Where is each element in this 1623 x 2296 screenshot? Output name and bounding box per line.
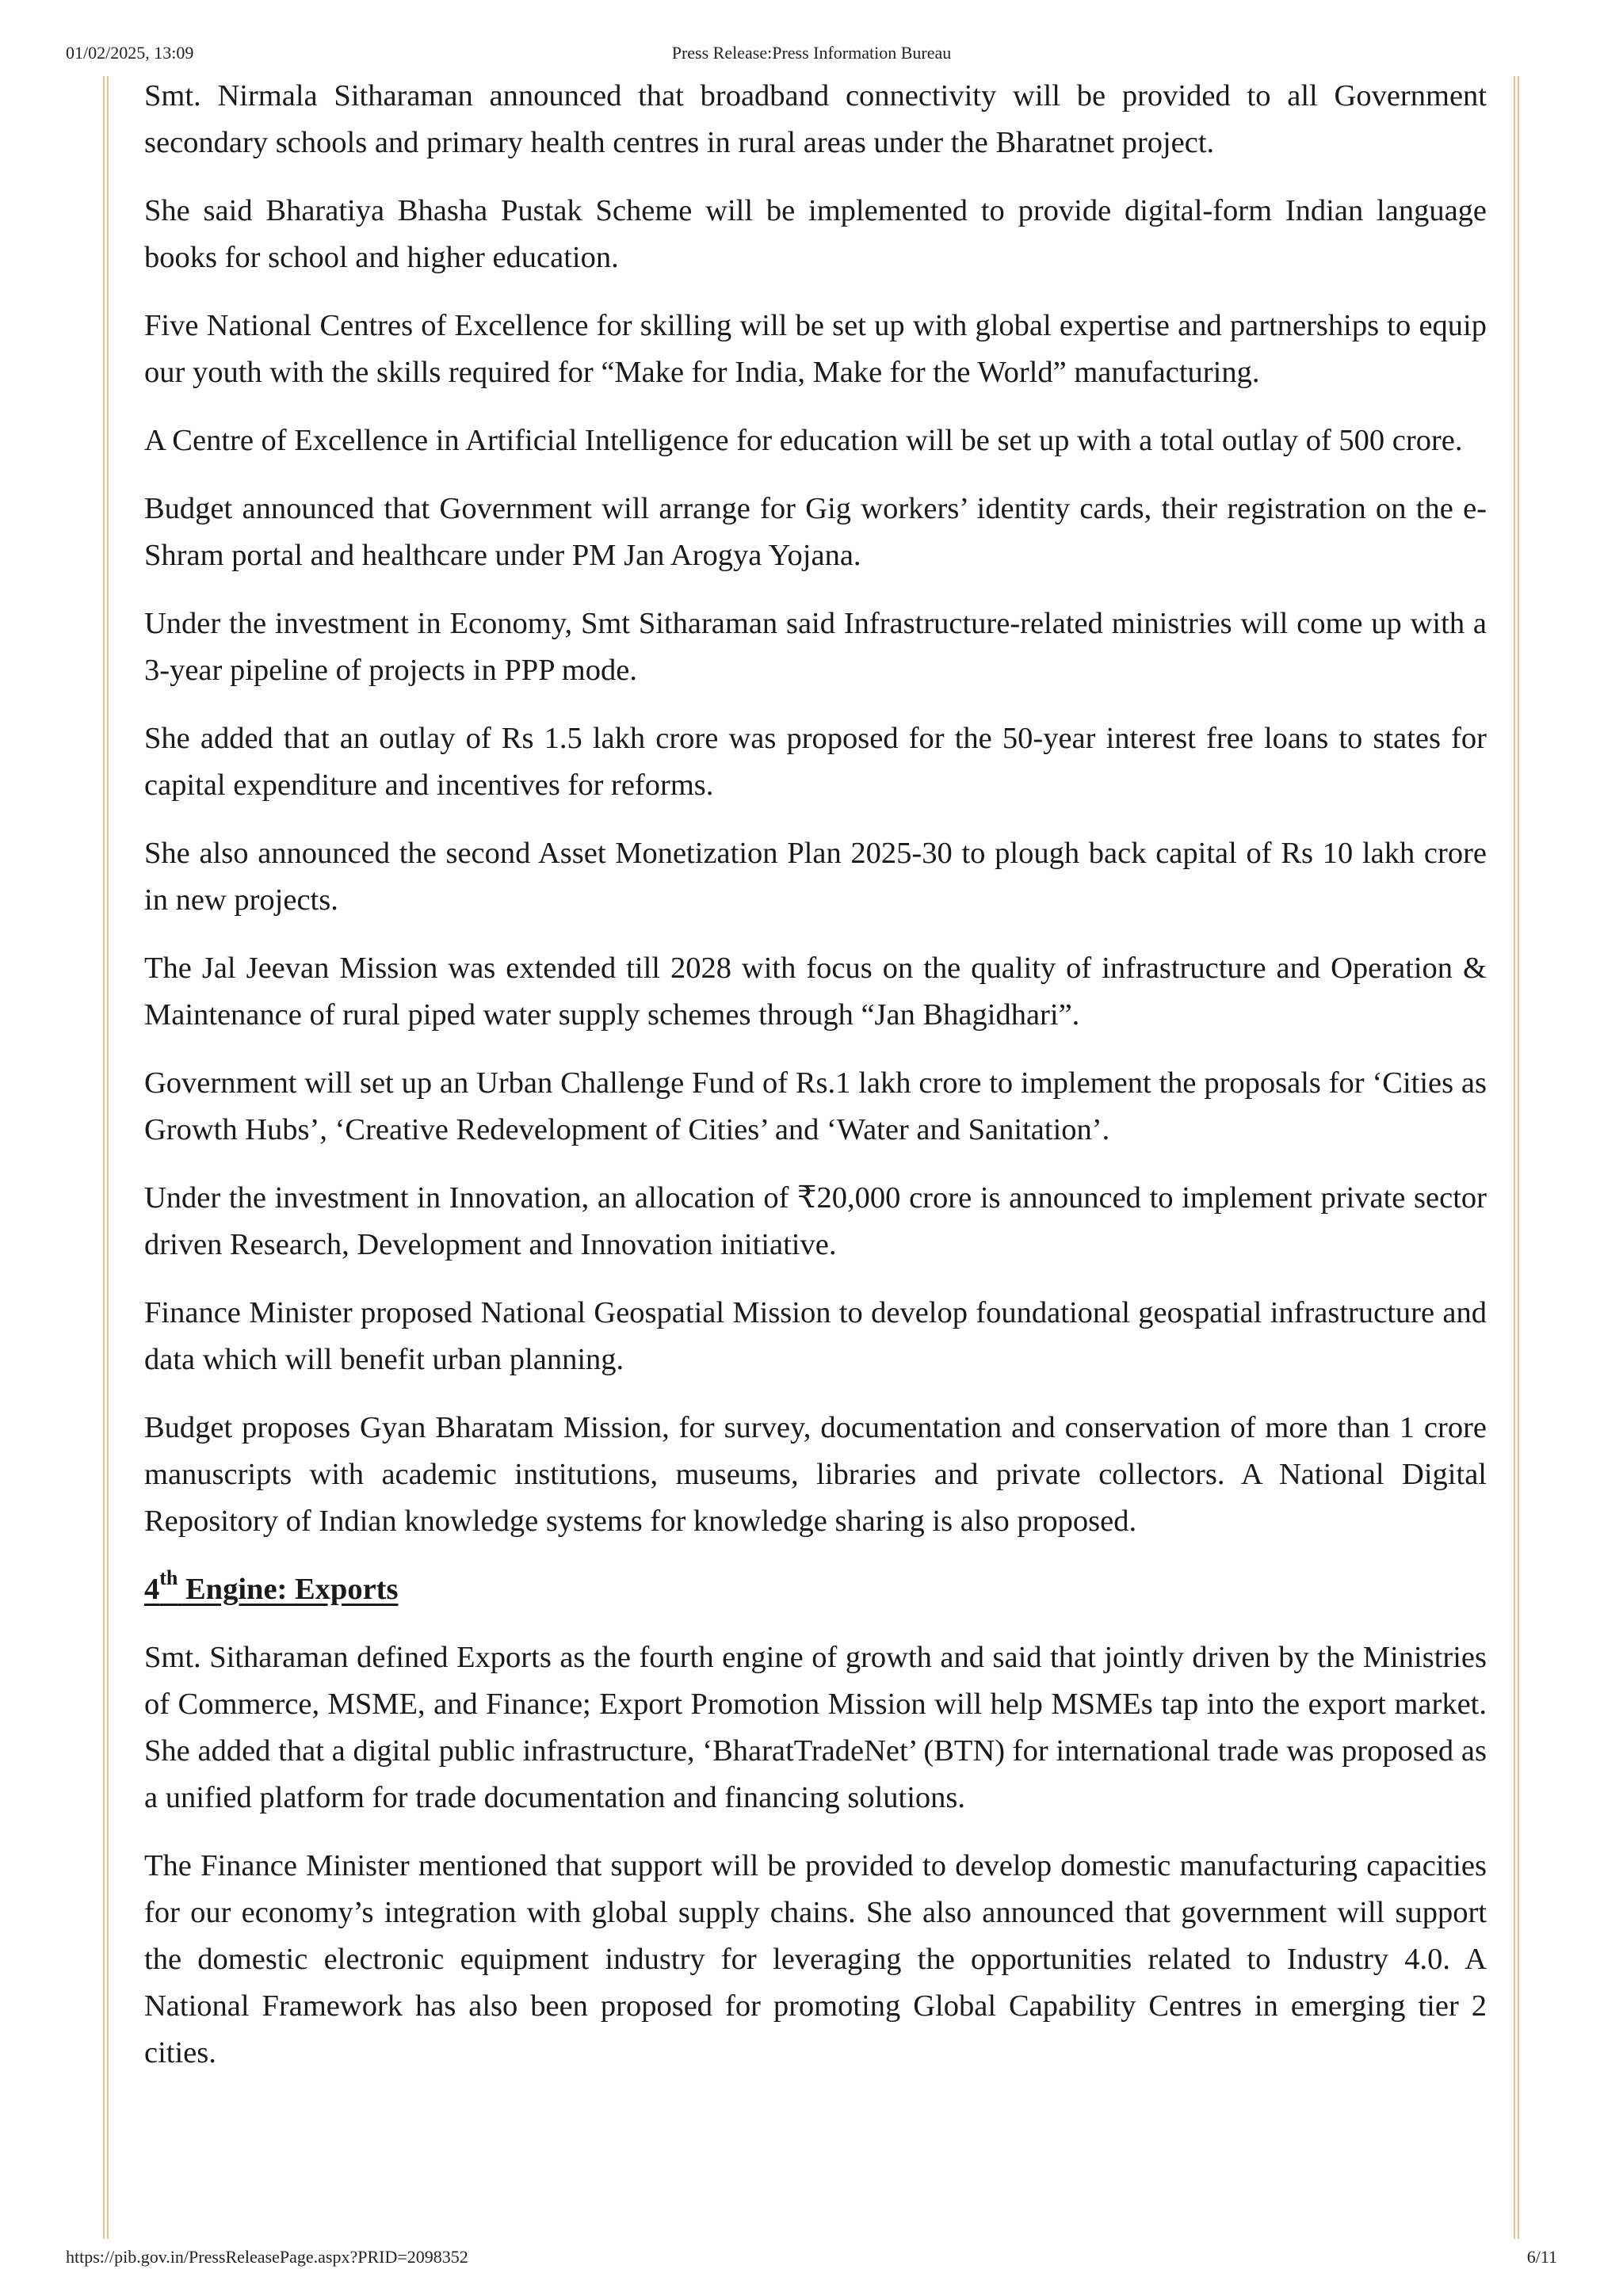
page-url: https://pib.gov.in/PressReleasePage.aspx?PRID=2098352 bbox=[66, 2247, 468, 2267]
paragraph: Five National Centres of Excellence for skilling will be set up with global expertise and partnerships to equip our youth with the skills required for “Make for India, Make for the World” manufacturing. bbox=[144, 309, 1487, 389]
paragraph: A Centre of Excellence in Artificial Intelligence for education will be set up with a total outlay of 500 crore. bbox=[144, 424, 1463, 457]
page-number: 6/11 bbox=[1526, 2247, 1557, 2267]
heading-text: Engine: Exports bbox=[178, 1573, 399, 1606]
paragraph: The Finance Minister mentioned that support will be provided to develop domestic manufacturing capacities for our economy’s integration with global supply chains. She also announced that government will support the domestic electronic equipment industry for leveraging the opportunities related to Industry 4.0. A National Framework has also been proposed for promoting Global Capability Centres in emerging tier 2 cities. bbox=[144, 1849, 1487, 2069]
print-footer bbox=[0, 2247, 1623, 2271]
left-page-border bbox=[103, 76, 109, 2239]
press-release-body bbox=[144, 73, 1487, 2098]
paragraph: She added that an outlay of Rs 1.5 lakh crore was proposed for the 50-year interest free loans to states for capital expenditure and incentives for reforms. bbox=[144, 722, 1487, 802]
section-heading-exports bbox=[144, 1566, 1487, 1613]
print-datetime: 01/02/2025, 13:09 bbox=[66, 43, 194, 63]
heading-number: 4 bbox=[144, 1573, 160, 1606]
print-header bbox=[0, 43, 1623, 67]
paragraph: Smt. Nirmala Sitharaman announced that broadband connectivity will be provided to all Government secondary schools and primary health centres in rural areas under the Bharatnet project. bbox=[144, 79, 1487, 159]
heading-superscript: th bbox=[159, 1566, 178, 1590]
print-page-title: Press Release:Press Information Bureau bbox=[671, 43, 952, 63]
paragraph: Under the investment in Economy, Smt Sitharaman said Infrastructure-related ministries will come up with a 3-year pipeline of projects in PPP mode. bbox=[144, 607, 1487, 687]
right-page-border bbox=[1514, 76, 1520, 2239]
paragraph: She said Bharatiya Bhasha Pustak Scheme will be implemented to provide digital-form Indian language books for school and higher education. bbox=[144, 194, 1487, 274]
paragraph: The Jal Jeevan Mission was extended till 2028 with focus on the quality of infrastructure and Operation & Maintenance of rural piped water supply schemes through “Jan Bhagidhari”. bbox=[144, 952, 1487, 1032]
paragraph: Budget announced that Government will arrange for Gig workers’ identity cards, their registration on the e-Shram portal and healthcare under PM Jan Arogya Yojana. bbox=[144, 492, 1487, 572]
paragraph: She also announced the second Asset Monetization Plan 2025-30 to plough back capital of Rs 10 lakh crore in new projects. bbox=[144, 837, 1487, 917]
paragraph: Under the investment in Innovation, an allocation of ₹20,000 crore is announced to implement private sector driven Research, Development and Innovation initiative. bbox=[144, 1181, 1487, 1261]
paragraph: Budget proposes Gyan Bharatam Mission, for survey, documentation and conservation of more than 1 crore manuscripts with academic institutions, museums, libraries and private collectors. A National Digital Repository of Indian knowledge systems for knowledge sharing is also proposed. bbox=[144, 1411, 1487, 1538]
paragraph: Smt. Sitharaman defined Exports as the fourth engine of growth and said that jointly driven by the Ministries of Commerce, MSME, and Finance; Export Promotion Mission will help MSMEs tap into the export market. She added that a digital public infrastructure, ‘BharatTradeNet’ (BTN) for international trade was proposed as a unified platform for trade documentation and financing solutions. bbox=[144, 1641, 1487, 1814]
paragraph: Finance Minister proposed National Geospatial Mission to develop foundational geospatial infrastructure and data which will benefit urban planning. bbox=[144, 1296, 1487, 1376]
paragraph: Government will set up an Urban Challenge Fund of Rs.1 lakh crore to implement the proposals for ‘Cities as Growth Hubs’, ‘Creative Redevelopment of Cities’ and ‘Water and Sanitation’. bbox=[144, 1066, 1487, 1146]
